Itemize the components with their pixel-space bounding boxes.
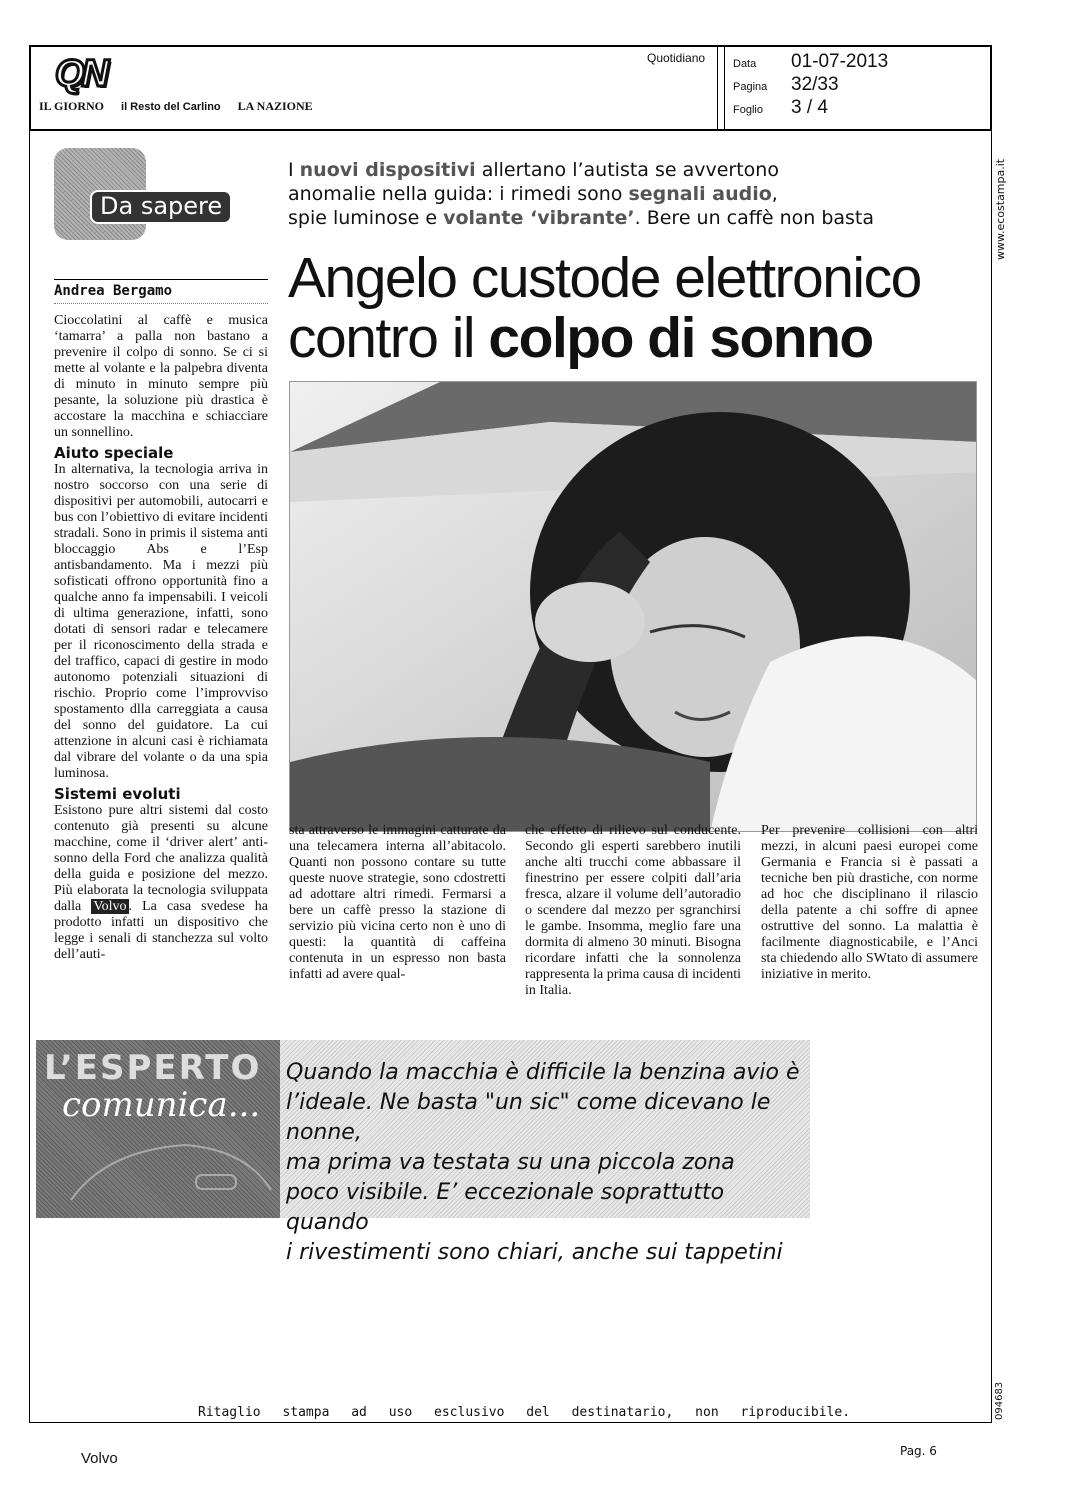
advert-logo-panel: [36, 1040, 280, 1218]
advert-line-3: ma prima va testata su una piccola zona: [286, 1150, 735, 1175]
kicker-line-2: anomalie nella guida: i rimedi sono segnali audio,: [288, 183, 778, 205]
headline: [288, 248, 988, 368]
paragraph-aiuto: In alternativa, la tecnologia arriva in nostro soccorso con una serie di dispositivi per automobili, autocarri e bus con l’obiettivo di evitare incidenti stradali. Sono in primis il sistema anti bloccaggio Abs e l’Esp antisbandamento. Ma i mezzi più sofisticati offrono opportunità fino a qualche anno fa impensabili. I veicoli di ultima generazione, infatti, sono dotati di sensori radar e telecamere per il riconoscimento della strada e del traffico, capaci di gestire in modo autonomo potenziali situazioni di rischio. Proprio come l’improvviso spostamento dlla carreggiata a causa del sonno del guidatore. La cui attenzione in alcuni casi è richiamata dal vibrare del volante o da una spia luminosa.: [54, 462, 268, 781]
footer-page: Pag. 6: [900, 1444, 937, 1458]
intro-paragraph: Cioccolatini al caffè e musica ‘tamarra’ a palla non bastano a prevenire il colpo di sonno. Se ci si mette al volante e la palpebra diventa di minuto in minuto sempre più pesante, la soluzione più drastica è accostare la macchina e schiacciare un sonnellino.: [54, 313, 268, 440]
masthead-box: [29, 45, 992, 131]
author-rule: [54, 279, 268, 280]
headline-line-2: contro il colpo di sonno: [288, 306, 873, 370]
kicker-line-3: spie luminose e volante ‘vibrante’. Bere un caffè non basta: [288, 207, 875, 229]
section-badge: Da sapere: [90, 190, 232, 224]
advert-line-1: Quando la macchia è difficile la benzina avio è: [286, 1060, 800, 1085]
advert-line-2: l’ideale. Ne basta "un sic" come dicevano le nonne,: [286, 1090, 771, 1145]
kicker: [288, 158, 968, 230]
paragraph-sistemi: Esistono pure altri sistemi dal costo contenuto già presenti su alcune macchine, come il ‘driver alert’ anti-sonno della Ford che analizza qualità della guida e posizione del mezzo. Più elaborata la tecnologia sviluppata dalla Volvo . La casa svedese ha prodotto infatti un dispositivo che legge i senali di stanchezza sul volto dell’auti-: [54, 803, 268, 962]
highlight-volvo: Volvo: [93, 899, 127, 914]
body-column-3: Per prevenire collisioni con altri mezzi, in alcuni paesi europei come Germania e Francia si è passati a tecniche ben più drastiche, con norme ad hoc che disciplinano il rilascio della patente a chi soffre di apnee ostruttive del sonno. La malattia è facilmente diagnosticabile, e l’Anci sta chiedendo allo SWtato di assumere iniziative in merito.: [761, 823, 978, 982]
qn-logo: QN: [55, 53, 106, 95]
car-outline-icon: [66, 1130, 276, 1210]
newspaper-names: [39, 99, 327, 114]
advert-subtitle: comunica...: [62, 1085, 261, 1125]
advert-text: [286, 1058, 806, 1268]
advert-title: L’ESPERTO: [44, 1048, 262, 1088]
left-column: [54, 313, 268, 963]
meta-page: Pagina 32/33: [733, 74, 839, 95]
advert-line-4: poco visibile. E’ eccezionale soprattutto quando: [286, 1180, 725, 1235]
photo-sleeping-driver: [289, 381, 977, 832]
footer-keyword: Volvo: [81, 1450, 118, 1467]
subheading-aiuto-speciale: Aiuto speciale: [54, 444, 174, 462]
author-name: Andrea Bergamo: [54, 283, 173, 299]
meta-sheet: Foglio 3 / 4: [733, 97, 828, 118]
disclaimer: Ritaglio stampa ad uso esclusivo del destinatario, non riproducibile.: [198, 1405, 851, 1420]
paper-la-nazione: LA NAZIONE: [237, 99, 313, 113]
author-rule-dotted: [54, 303, 268, 304]
kicker-line-1: I nuovi dispositivi allertano l’autista se avvertono: [288, 159, 779, 181]
side-code: 094683: [994, 1381, 1005, 1420]
advert-box: [36, 1040, 810, 1265]
paper-resto-del-carlino: il Resto del Carlino: [121, 101, 221, 113]
advert-line-5: i rivestimenti sono chiari, anche sui tappetini: [286, 1240, 783, 1265]
meta-date: Data 01-07-2013: [733, 51, 889, 72]
publication-type: Quotidiano: [647, 51, 706, 65]
issue-meta: [733, 51, 888, 120]
paper-il-giorno: IL GIORNO: [39, 99, 105, 113]
side-url: www.ecostampa.it: [994, 158, 1007, 260]
headline-line-1: Angelo custode elettronico: [288, 246, 921, 310]
body-column-1: sta attraverso le immagini catturate da una telecamera interna all’abitacolo. Quanti non possono contare su tutte queste nuove strategie, sono cdostretti ad adottare altri rimedi. Fermarsi a bere un caffè presso la stazione di servizio più vicina certo non è uno di questi: la quantità di caffeina contenuta in un espresso non basta infatti ad avere qual-: [289, 823, 506, 982]
subheading-sistemi-evoluti: Sistemi evoluti: [54, 785, 181, 803]
header-separator: [717, 47, 725, 129]
body-column-2: che effetto di rilievo sul conducente. Secondo gli esperti sarebbero inutili anche alti trucchi come abbassare il finestrino per essere colpiti dall’aria fresca, alzare il volume dell’autoradio o scendere dal mezzo per sgranchirsi le gambe. Insomma, meglio fare una dormita di almeno 30 minuti. Bisogna ricordare infatti che la sonnolenza rappresenta la prima causa di incidenti in Italia.: [525, 823, 741, 998]
